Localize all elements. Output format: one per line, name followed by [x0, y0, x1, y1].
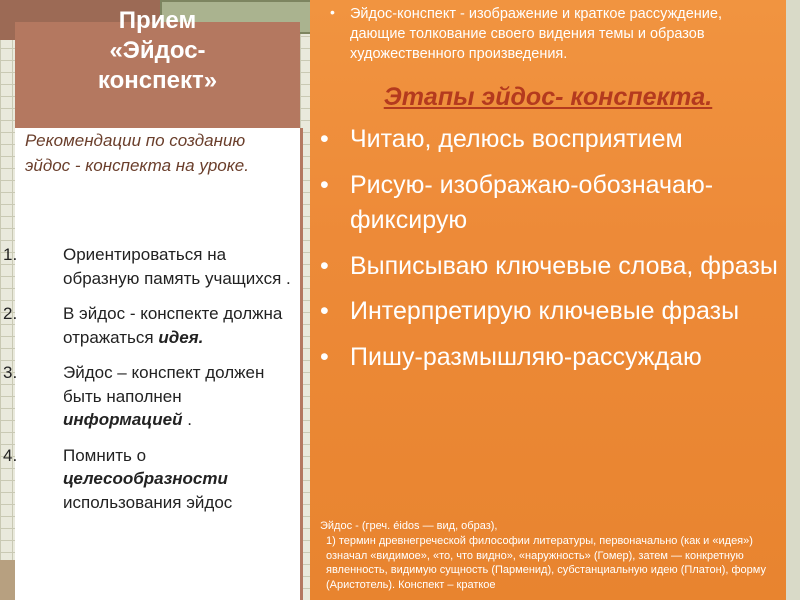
list-item: [320, 122, 780, 158]
list-text: Помнить о целесообразности использования эйдос: [63, 445, 233, 512]
list-item: [320, 168, 780, 239]
stage-text: Рисую- изображаю-обозначаю-фиксирую: [350, 170, 714, 234]
bullet-icon: •: [320, 125, 329, 153]
list-number: 1.: [3, 245, 18, 264]
recommendations-list: [3, 243, 300, 526]
definition-panel: [310, 0, 786, 600]
list-item: [320, 294, 780, 330]
list-number: 3.: [3, 363, 18, 382]
stage-text: Интерпретирую ключевые фразы: [350, 297, 740, 325]
bullet-icon: •: [330, 4, 335, 20]
list-item: [3, 361, 300, 432]
stages-title: Этапы эйдос- конспекта.: [383, 83, 713, 111]
list-text: В эйдос - конспекте должна отражаться идея.: [63, 304, 283, 347]
list-number: 2.: [3, 304, 18, 323]
list-item: [3, 243, 300, 290]
stage-text: Читаю, делюсь восприятием: [350, 125, 683, 153]
footnote: [320, 519, 780, 593]
title-line-1: Прием: [118, 7, 197, 34]
recommendations-panel: [3, 128, 303, 600]
title-line-2: «Эйдос-: [109, 37, 206, 64]
definition-text: Эйдос-конспект - изображение и краткое рассуждение, дающие толкование своего видения темы и образов художественного произведения.: [350, 6, 723, 62]
list-text: Эйдос – конспект должен быть наполнен информацией .: [63, 363, 265, 429]
footnote-line-2: 1) термин древнегреческой философии литературы, первоначально (как и «идея») означал «видимое», «то, что видно», «наружность» (Гомер), затем — конкретную явленность, видимую сущность (Парменид), субстанциальную идею (Платон), форму (Аристотель). Конспект – краткое: [326, 534, 766, 592]
bullet-icon: •: [320, 297, 329, 325]
title-line-3: конспект»: [97, 67, 218, 94]
stages-list: [320, 122, 780, 385]
bullet-icon: •: [320, 342, 329, 371]
left-bottom-band: [0, 560, 15, 600]
list-item: [3, 302, 300, 349]
stage-text: Пишу-размышляю-рассуждаю: [350, 342, 702, 371]
recommendations-title: Рекомендации по созданию эйдос - конспекта на уроке.: [25, 131, 249, 175]
list-number: 4.: [3, 445, 18, 465]
stage-text: Выписываю ключевые слова, фразы: [350, 251, 778, 280]
list-item: [320, 249, 780, 285]
title-box: [15, 7, 300, 128]
list-item: [320, 340, 780, 376]
list-item: [3, 444, 300, 515]
right-edge: [786, 0, 800, 600]
list-text: Ориентироваться на образную память учащихся .: [63, 245, 291, 288]
bullet-icon: •: [320, 170, 329, 199]
footnote-line-1: Эйдос - (греч. éidos — вид, образ),: [320, 520, 498, 532]
bullet-icon: •: [320, 251, 329, 280]
